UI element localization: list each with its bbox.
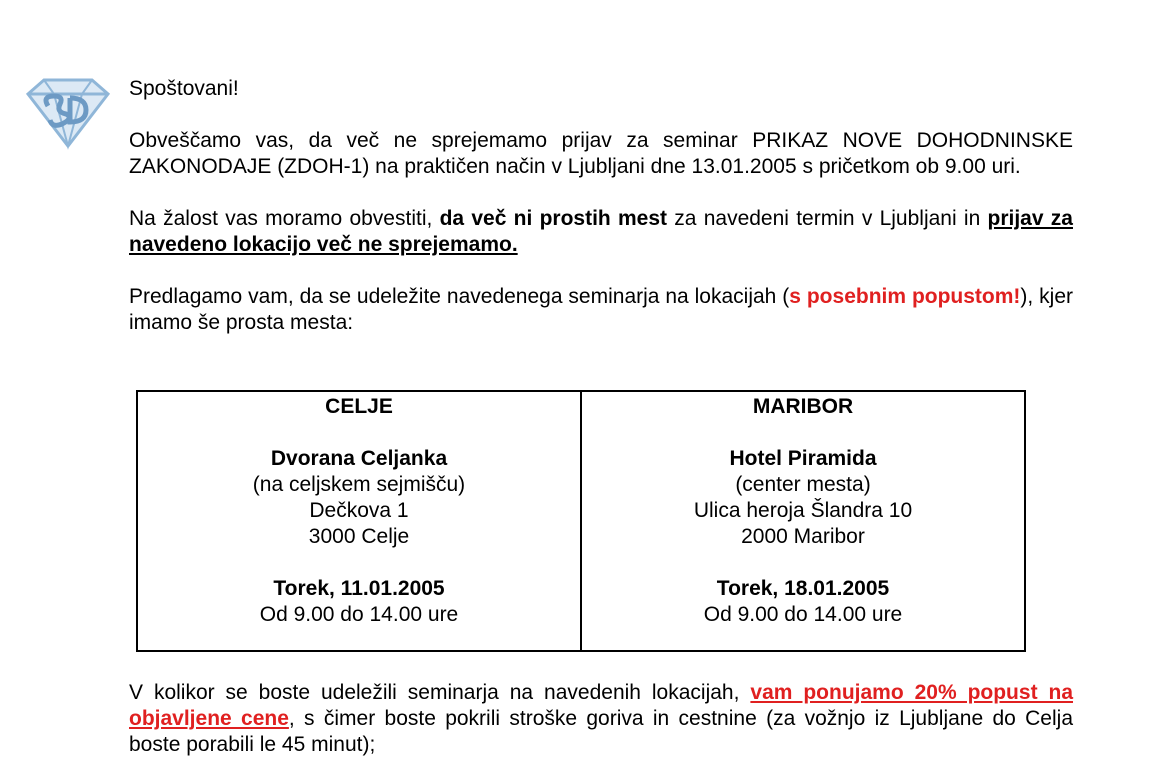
text-segment: V kolikor se boste udeležili seminarja na navedenih lokacijah,: [129, 681, 751, 704]
spacer: [138, 420, 580, 446]
venue-time: Od 9.00 do 14.00 ure: [703, 603, 903, 626]
spacer: [138, 550, 580, 576]
venues-table: [136, 390, 1026, 652]
venue-city: MARIBOR: [752, 395, 854, 418]
venue-hall: Hotel Piramida: [729, 447, 877, 470]
text-segment: ), kjer imamo še prosta mesta:: [129, 285, 1073, 334]
text-segment: Predlagamo vam, da se udeležite navedenega seminarja na lokacijah (: [129, 285, 790, 308]
venue-street: Ulica heroja Šlandra 10: [693, 499, 913, 522]
spacer: [582, 550, 1024, 576]
text-segment: Na žalost vas moramo obvestiti,: [129, 207, 440, 230]
spacer: [582, 420, 1024, 446]
paragraph-notice: Obveščamo vas, da več ne sprejemamo prijav za seminar PRIKAZ NOVE DOHODNINSKE ZAKONODAJE (ZDOH-1) na praktičen način v Ljubljani dne 13.01.2005 s pričetkom ob 9.00 uri.: [129, 129, 1073, 178]
venue-hall: Dvorana Celjanka: [270, 447, 448, 470]
venue-date: Torek, 18.01.2005: [716, 577, 890, 600]
paragraph-discount: [129, 680, 1073, 758]
bold-underline-text: prijav za navedeno lokacijo več ne sprejemamo.: [129, 207, 1073, 256]
letter-body: [129, 76, 1073, 362]
paragraph-no-seats: [129, 206, 1073, 258]
venue-postal: 3000 Celje: [308, 525, 410, 548]
venue-celje: [138, 392, 580, 650]
diamond-logo-icon: [26, 76, 112, 150]
venue-date: Torek, 11.01.2005: [273, 577, 445, 600]
discount-offer: vam ponujamo 20% popust na objavljene cene: [129, 681, 1073, 730]
bold-text: da več ni prostih mest: [439, 207, 668, 230]
venue-city: CELJE: [325, 395, 393, 418]
venue-street: Dečkova 1: [309, 499, 409, 522]
paragraph-suggestion: [129, 284, 1073, 336]
company-logo: [26, 76, 112, 150]
venue-note: (na celjskem sejmišču): [252, 473, 466, 496]
venue-note: (center mesta): [735, 473, 871, 496]
venue-time: Od 9.00 do 14.00 ure: [259, 603, 459, 626]
venue-postal: 2000 Maribor: [741, 525, 865, 548]
discount-highlight: s posebnim popustom!: [789, 285, 1021, 308]
venue-maribor: [580, 392, 1024, 650]
greeting: Spoštovani!: [129, 77, 239, 100]
text-segment: za navedeni termin v Ljubljani in: [667, 207, 988, 230]
text-segment: , s čimer boste pokrili stroške goriva in cestnine (za vožnjo iz Ljubljane do Celja boste porabili le 45 minut);: [129, 707, 1073, 756]
